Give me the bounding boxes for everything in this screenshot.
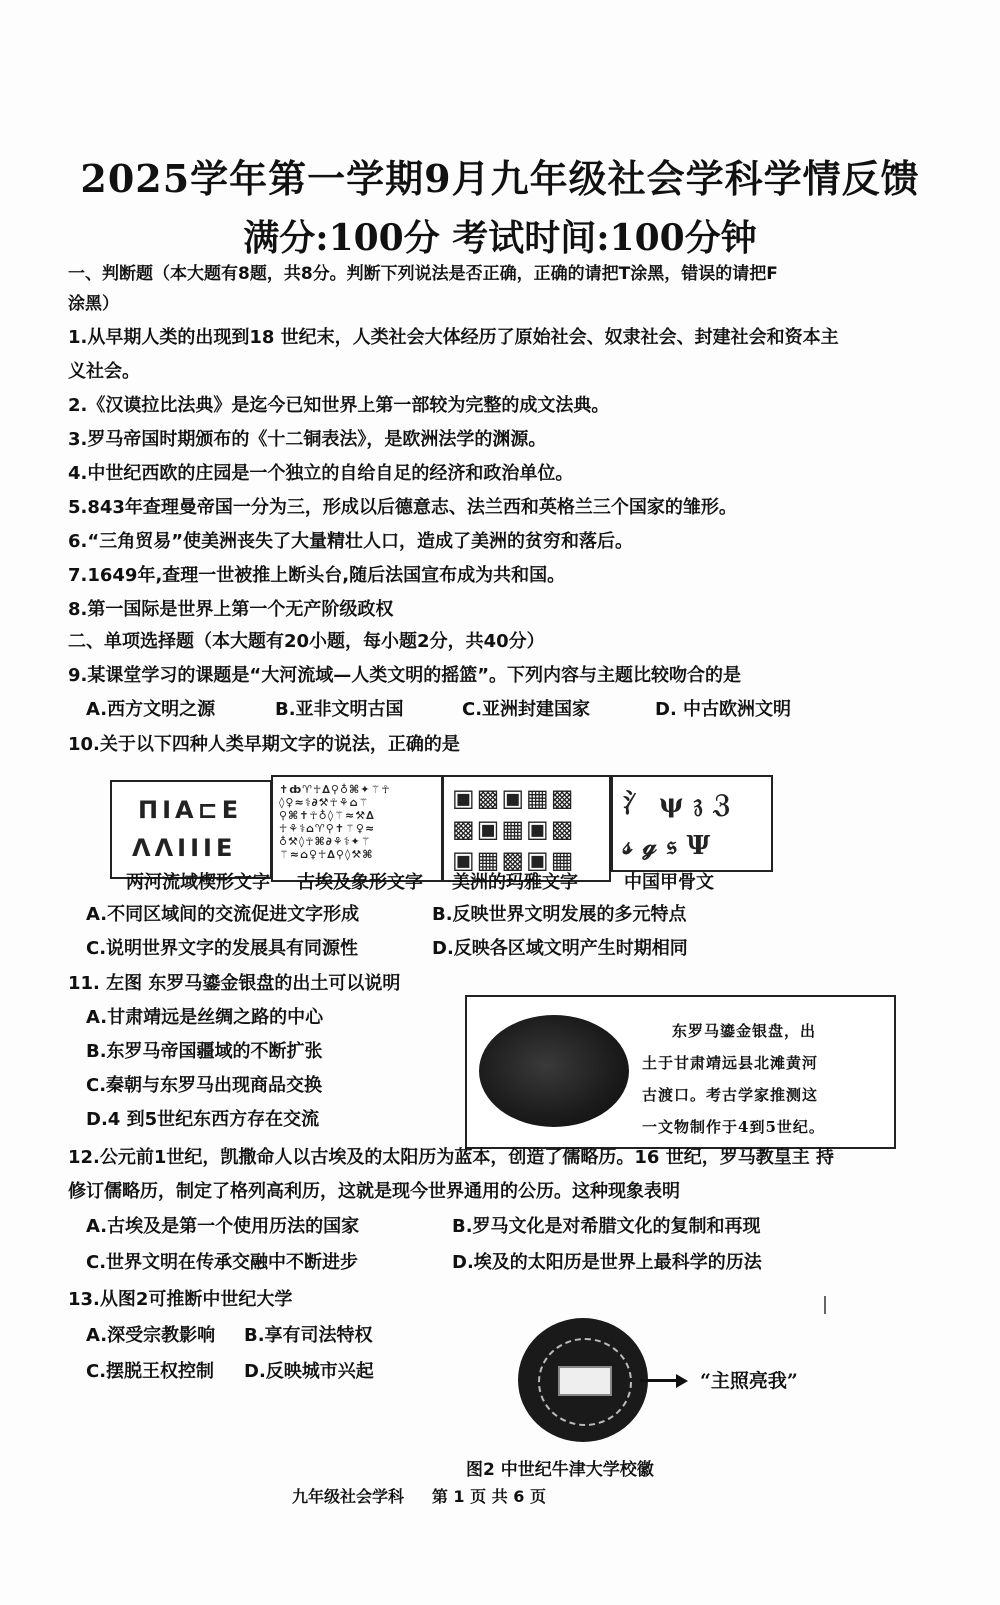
maya-script-image: ▣▩▣▦▩ ▩▣▦▣▩ ▣▦▩▣▦ [442, 775, 611, 882]
hieroglyph-image: ✝ȸ♈☥∆⚲♁⌘✦⚚☥ ◊♀≈⚕∂⚒☥⚘⌂⚚ ⚲⌘✝☥♁◊⚚≈⚒∆ ☥⚘⚕⌂♈⚲✝⚚♀≈ ♁⚒◊☥⌘∂⚘⚕✦⚚ ⚚≈⌂♀☥∆⚲◊⚒⌘ [271, 775, 443, 882]
plate-text-line-3: 古渡口。考古学家推测这 [642, 1086, 819, 1104]
question-1: 1.从早期人类的出现到18 世纪末，人类社会大体经历了原始社会、奴隶社会、封建社会和资本主 [68, 327, 839, 348]
oracle-bone-image: 氵ψ𝔷ℨ 𝓈ℊ𝔰Ψ [611, 775, 773, 872]
question-7: 7.1649年,查理一世被推上断头台,随后法国宣布成为共和国。 [68, 565, 566, 586]
question-4: 4.中世纪西欧的庄园是一个独立的自给自足的经济和政治单位。 [68, 463, 574, 484]
exam-subtitle: 满分:100分 考试时间:100分钟 [243, 217, 757, 259]
crest-motto: “主照亮我” [700, 1370, 798, 1392]
question-12: 12.公元前1世纪，凯撒命人以古埃及的太阳历为蓝本，创造了儒略历。16 世纪，罗马教皇主 持 [68, 1147, 834, 1168]
plate-text-line-1: 东罗马鎏金银盘，出 [672, 1022, 817, 1040]
q12-option-c: C.世界文明在传承交融中不断进步 [86, 1252, 359, 1273]
arrow-head-icon [676, 1374, 688, 1388]
q12-option-a: A.古埃及是第一个使用历法的国家 [86, 1216, 360, 1237]
caption-cuneiform: 两河流域楔形文字 [126, 872, 270, 893]
caption-maya: 美洲的玛雅文字 [452, 872, 578, 893]
q10-option-b: B.反映世界文明发展的多元特点 [432, 904, 687, 925]
q11-option-c: C.秦朝与东罗马出现商品交换 [86, 1075, 323, 1096]
arrow-icon [640, 1379, 680, 1382]
silver-plate-figure [465, 995, 896, 1149]
section2-heading: 二、单项选择题（本大题有20小题，每小题2分，共40分） [68, 631, 545, 652]
plate-description [642, 1015, 887, 1143]
question-5: 5.843年查理曼帝国一分为三，形成以后德意志、法兰西和英格兰三个国家的雏形。 [68, 497, 737, 518]
section1-heading-cont: 涂黑） [68, 294, 119, 314]
q9-option-c: C.亚洲封建国家 [462, 699, 591, 720]
caption-oracle-bone: 中国甲骨文 [624, 872, 714, 893]
plate-text-line-4: 一文物制作于4到5世纪。 [642, 1118, 825, 1136]
book-icon [558, 1366, 612, 1396]
page-footer: 九年级社会学科 第 1 页 共 6 页 [292, 1487, 546, 1506]
plate-text-line-2: 土于甘肃靖远县北滩黄河 [642, 1054, 819, 1072]
section1-heading: 一、判断题（本大题有8题，共8分。判断下列说法是否正确，正确的请把T涂黑，错误的请把F [68, 264, 778, 284]
q10-option-d: D.反映各区域文明产生时期相同 [432, 938, 688, 959]
q13-option-b: B.享有司法特权 [244, 1325, 373, 1346]
q13-option-c: C.摆脱王权控制 [86, 1361, 215, 1382]
q11-option-d: D.4 到5世纪东西方存在交流 [86, 1109, 320, 1130]
scan-mark [824, 1296, 826, 1314]
q9-option-d: D. 中古欧洲文明 [655, 699, 792, 720]
question-8: 8.第一国际是世界上第一个无产阶级政权 [68, 599, 394, 620]
cuneiform-image: ΠΙΑ⊏Ε ΛΛΙΙΙΕ [110, 780, 272, 879]
caption-hieroglyph: 古埃及象形文字 [297, 872, 423, 893]
question-3: 3.罗马帝国时期颁布的《十二铜表法》，是欧洲法学的渊源。 [68, 429, 547, 450]
q10-option-a: A.不同区域间的交流促进文字形成 [86, 904, 360, 925]
question-6: 6.“三角贸易”使美洲丧失了大量精壮人口，造成了美洲的贫穷和落后。 [68, 531, 634, 552]
question-9: 9.某课堂学习的课题是“大河流域—人类文明的摇篮”。下列内容与主题比较吻合的是 [68, 665, 742, 686]
q10-option-c: C.说明世界文字的发展具有同源性 [86, 938, 359, 959]
figure-2-caption: 图2 中世纪牛津大学校徽 [466, 1460, 654, 1480]
q13-option-d: D.反映城市兴起 [244, 1361, 374, 1382]
question-11: 11. 左图 东罗马鎏金银盘的出土可以说明 [68, 973, 401, 994]
q11-option-a: A.甘肃靖远是丝绸之路的中心 [86, 1007, 324, 1028]
q12-option-b: B.罗马文化是对希腊文化的复制和再现 [452, 1216, 761, 1237]
exam-title: 2025学年第一学期9月九年级社会学科学情反馈 [80, 156, 920, 201]
q11-option-b: B.东罗马帝国疆域的不断扩张 [86, 1041, 323, 1062]
q12-option-d: D.埃及的太阳历是世界上最科学的历法 [452, 1252, 762, 1273]
q9-option-a: A.西方文明之源 [86, 699, 216, 720]
question-10: 10.关于以下四种人类早期文字的说法，正确的是 [68, 734, 460, 755]
q9-option-b: B.亚非文明古国 [275, 699, 404, 720]
question-2: 2.《汉谟拉比法典》是迄今已知世界上第一部较为完整的成文法典。 [68, 395, 610, 416]
question-1-cont: 义社会。 [68, 361, 140, 382]
q13-option-a: A.深受宗教影响 [86, 1325, 216, 1346]
silver-plate-image [479, 1015, 629, 1127]
question-13: 13.从图2可推断中世纪大学 [68, 1289, 293, 1310]
question-12-cont: 修订儒略历，制定了格列高利历，这就是现今世界通用的公历。这种现象表明 [68, 1181, 680, 1202]
oxford-crest-image [518, 1318, 648, 1442]
